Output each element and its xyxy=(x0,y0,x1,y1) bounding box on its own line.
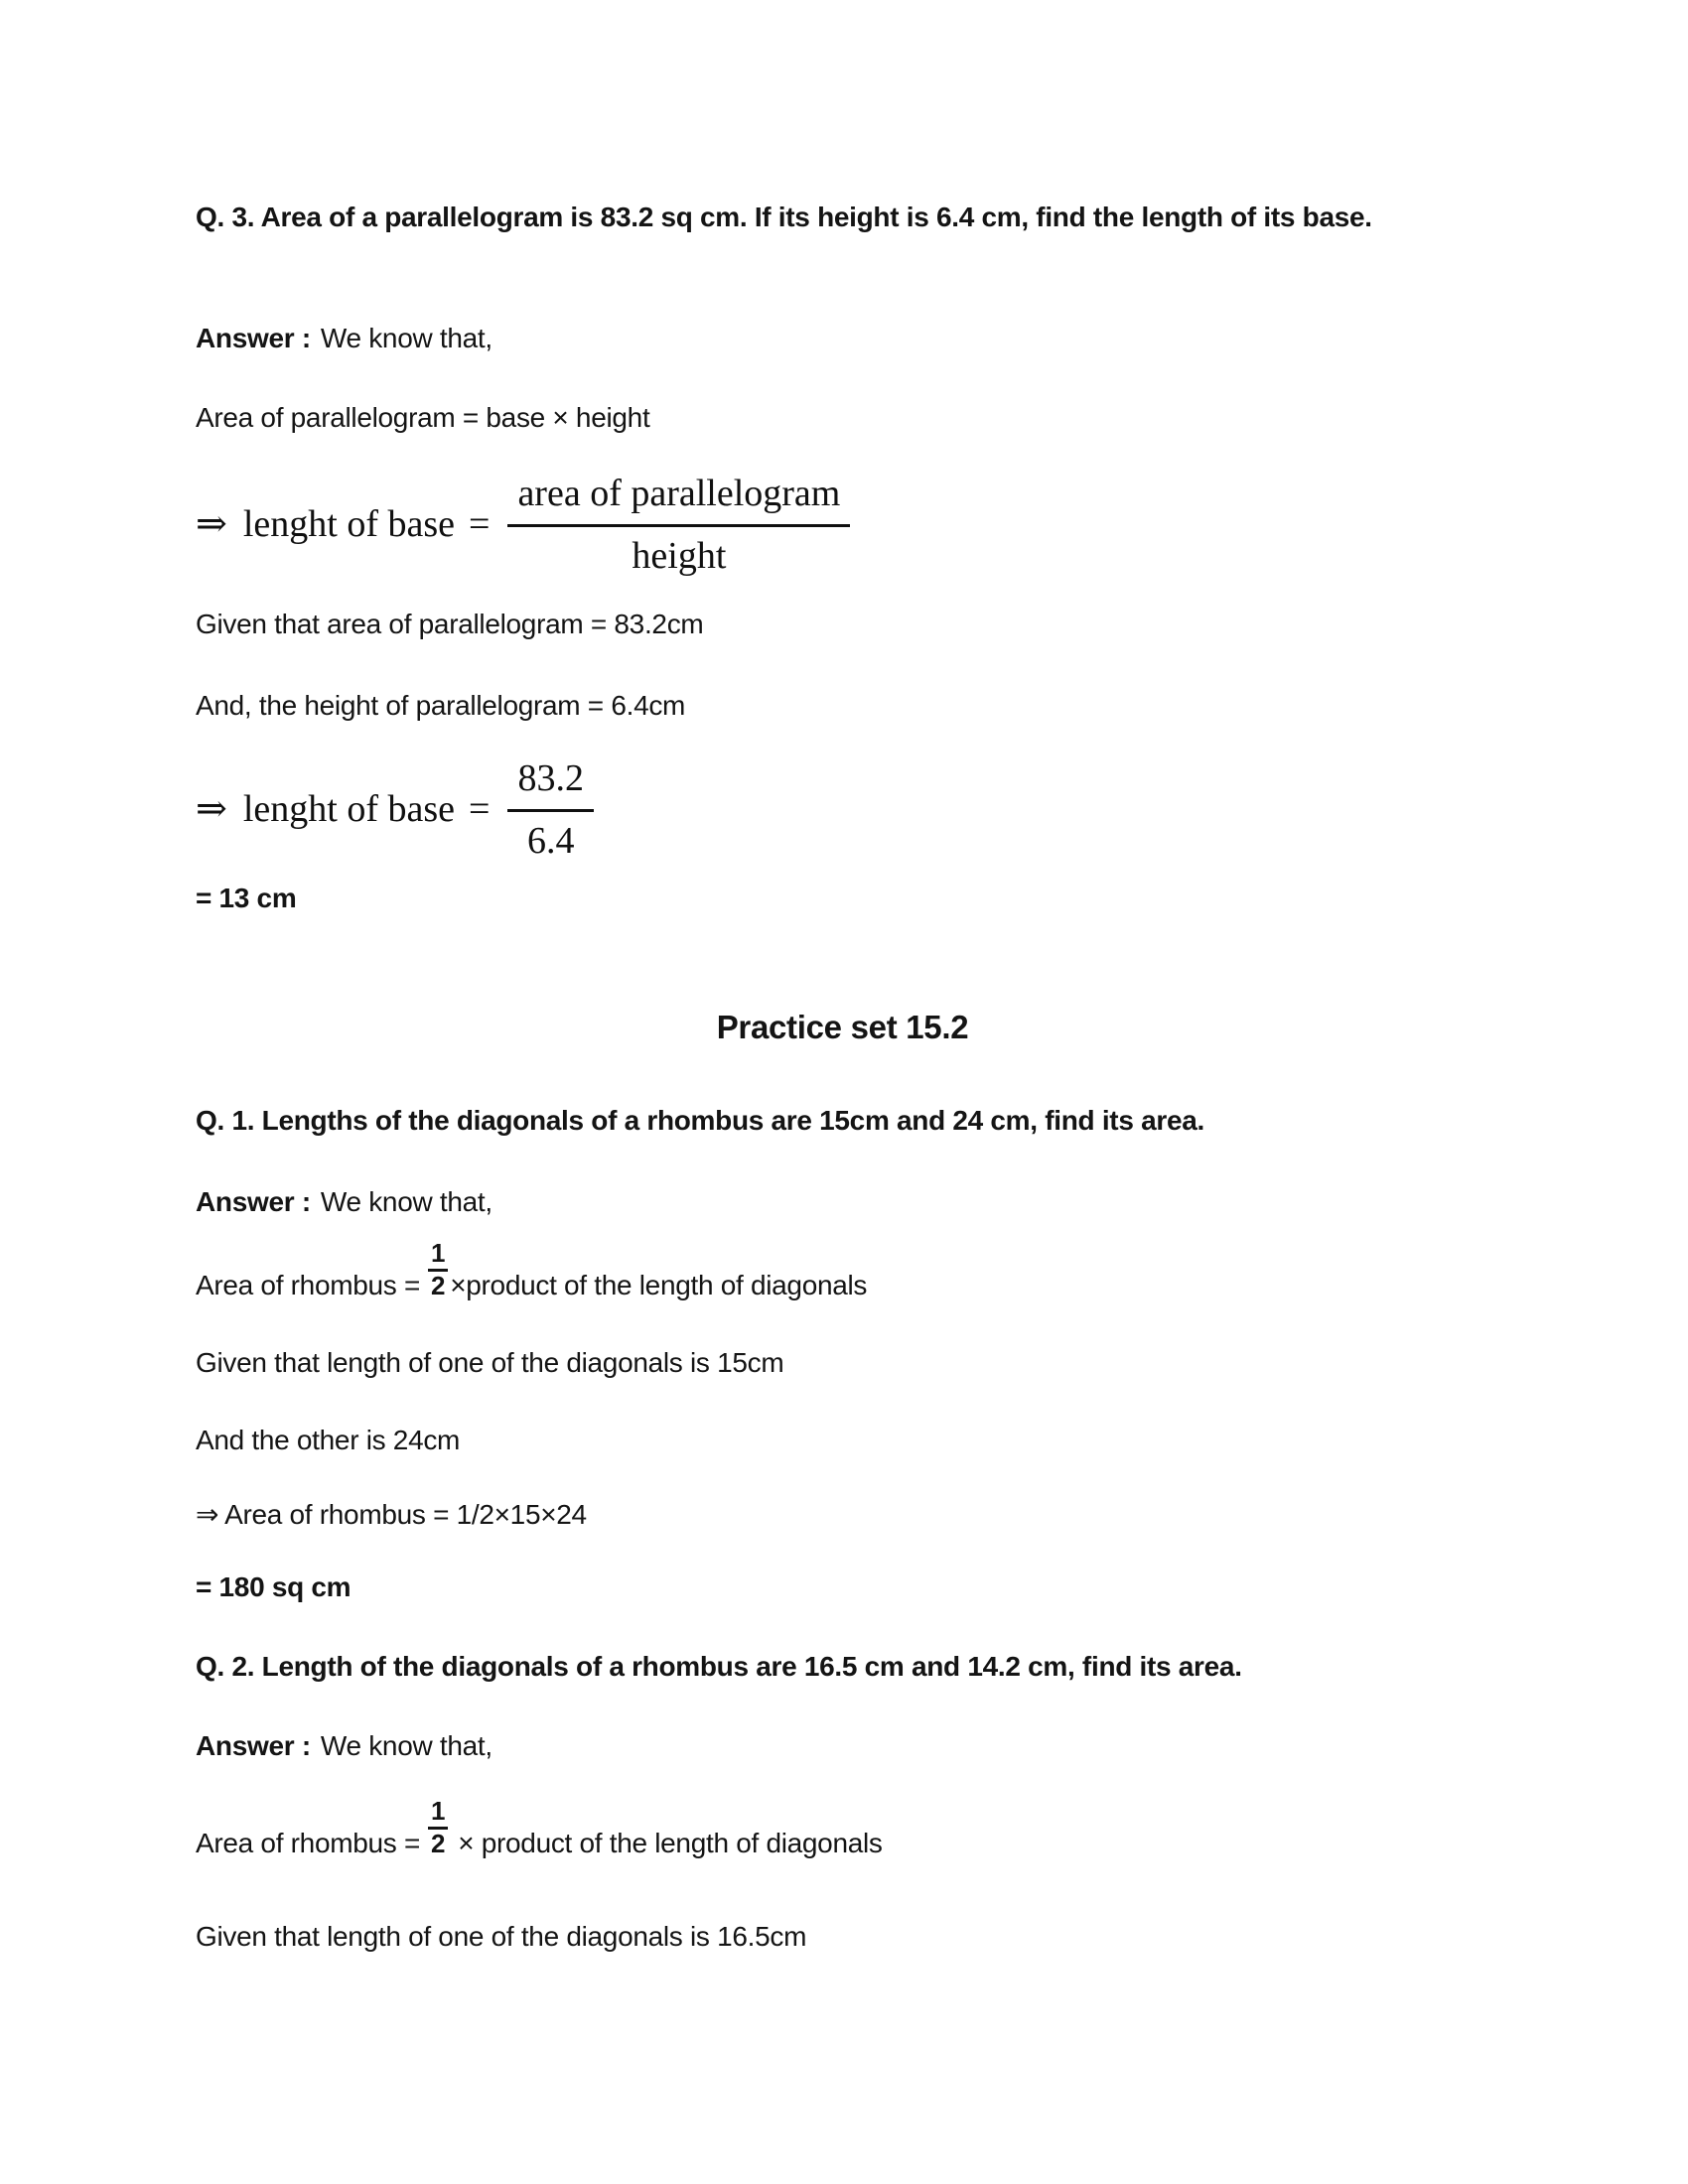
q1-formula-suffix: ×product of the length of diagonals xyxy=(450,1270,868,1300)
q3-formula-base xyxy=(196,470,1489,578)
q1-calc-line: ⇒ Area of rhombus = 1/2×15×24 xyxy=(196,1499,587,1530)
q2-half-fraction xyxy=(428,1797,448,1857)
q3-formula-base-equals: = xyxy=(469,502,491,545)
q3-knowledge-line: Area of parallelogram = base × height xyxy=(196,402,650,433)
q3-formula-value-numerator: 83.2 xyxy=(507,754,594,812)
implies-icon: ⇒ xyxy=(196,788,227,830)
q3-formula-value-equals: = xyxy=(469,787,491,830)
q2-answer-line xyxy=(196,1722,1489,1770)
q2-fraction-denominator: 2 xyxy=(431,1829,446,1858)
q3-given-line: Given that area of parallelogram = 83.2cm xyxy=(196,609,704,639)
q2-answer-label: Answer : xyxy=(196,1730,311,1761)
q2-formula-prefix: Area of rhombus = xyxy=(196,1828,421,1858)
q1-result: = 180 sq cm xyxy=(196,1571,352,1602)
q3-formula-base-numerator: area of parallelogram xyxy=(507,470,850,527)
q1-formula-prefix: Area of rhombus = xyxy=(196,1270,421,1300)
q1-given-line: Given that length of one of the diagonals is 15cm xyxy=(196,1347,784,1378)
q1-answer-text: We know that, xyxy=(320,1186,492,1217)
q2-formula-suffix: × product of the length of diagonals xyxy=(458,1828,883,1858)
q1-answer-label: Answer : xyxy=(196,1186,311,1217)
q3-answer-text: We know that, xyxy=(320,323,492,353)
q3-formula-value-lhs: lenght of base xyxy=(242,787,455,830)
q2-question: Q. 2. Length of the diagonals of a rhombus are 16.5 cm and 14.2 cm, find its area. xyxy=(196,1651,1242,1682)
section-heading: Practice set 15.2 xyxy=(716,1009,969,1045)
q2-answer-text: We know that, xyxy=(320,1730,492,1761)
q3-formula-base-lhs: lenght of base xyxy=(242,502,455,545)
q1-question: Q. 1. Lengths of the diagonals of a rhombus are 15cm and 24 cm, find its area. xyxy=(196,1105,1204,1136)
q1-fraction-denominator: 2 xyxy=(431,1271,446,1300)
q3-and-line: And, the height of parallelogram = 6.4cm xyxy=(196,690,686,721)
q3-question: Q. 3. Area of a parallelogram is 83.2 sq cm. If its height is 6.4 cm, find the length of its base. xyxy=(196,202,1372,232)
q2-given-line: Given that length of one of the diagonals is 16.5cm xyxy=(196,1921,807,1952)
q2-fraction-numerator: 1 xyxy=(428,1797,448,1830)
q3-formula-value-fraction xyxy=(507,754,594,863)
q1-answer-line xyxy=(196,1178,1489,1226)
q3-answer-line xyxy=(196,315,1489,362)
q2-formula-line xyxy=(196,1797,1489,1859)
q3-formula-base-fraction xyxy=(507,470,850,578)
q3-answer-label: Answer : xyxy=(196,323,311,353)
q1-fraction-numerator: 1 xyxy=(428,1239,448,1272)
implies-icon: ⇒ xyxy=(196,503,227,545)
q1-formula-line xyxy=(196,1239,1489,1301)
q3-formula-value-denominator: 6.4 xyxy=(526,820,575,862)
q1-and-line: And the other is 24cm xyxy=(196,1425,461,1455)
q3-formula-value xyxy=(196,754,1489,863)
q3-result: = 13 cm xyxy=(196,883,297,913)
q3-formula-base-denominator: height xyxy=(632,535,727,577)
q1-half-fraction xyxy=(428,1239,448,1299)
